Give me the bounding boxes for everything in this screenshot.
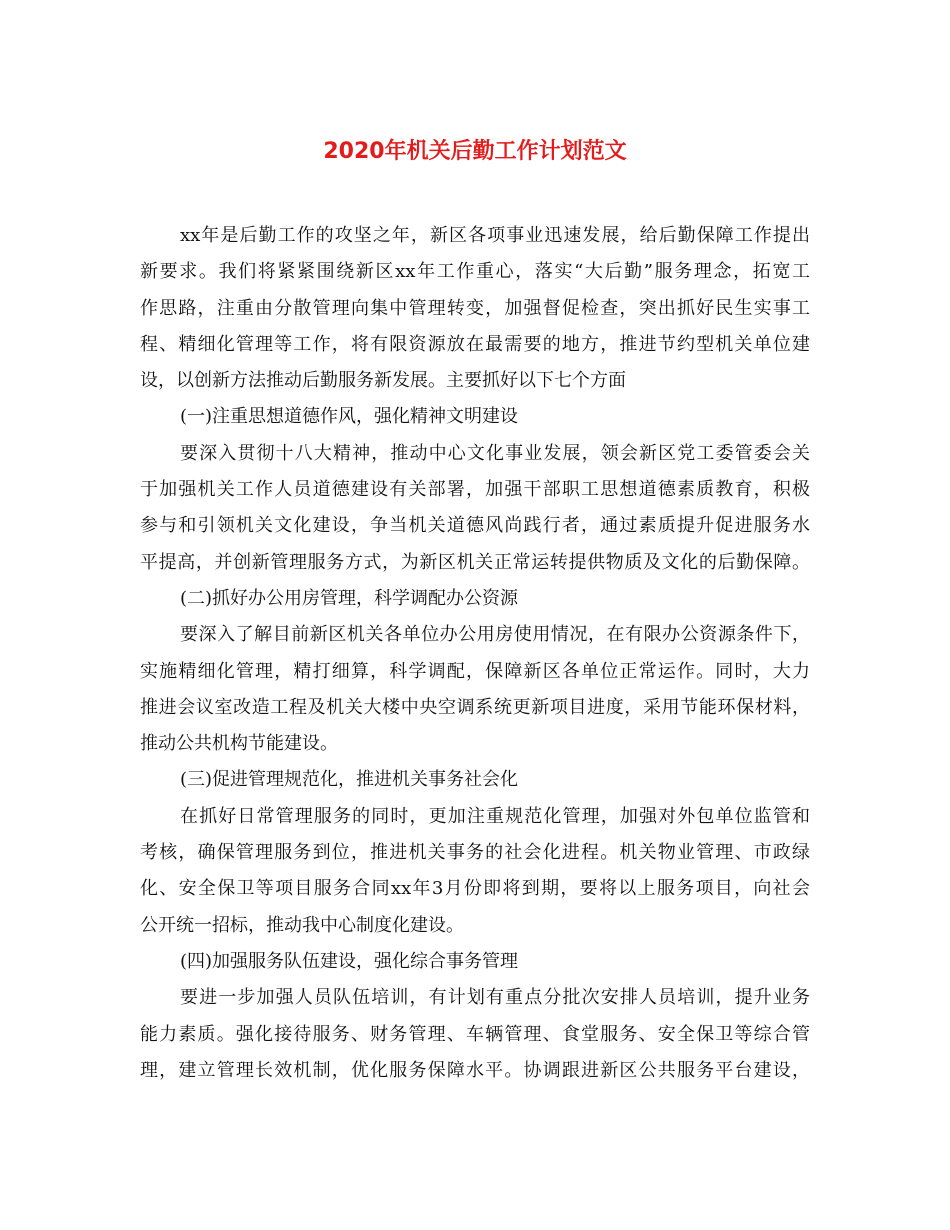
- text-line: 要深入贯彻十八大精神，推动中心文化事业发展，领会新区党工委管委会关: [180, 442, 810, 464]
- text-line: 实施精细化管理，精打细算，科学调配，保障新区各单位正常运作。同时，大力: [140, 660, 810, 682]
- text-line: (一)注重思想道德作风，强化精神文明建设: [180, 406, 519, 428]
- text-line: 理，建立管理长效机制，优化服务保障水平。协调跟进新区公共服务平台建设，: [140, 1059, 810, 1081]
- text-line: (三)促进管理规范化，推进机关事务社会化: [180, 769, 519, 791]
- text-line: 作思路，注重由分散管理向集中管理转变，加强督促检查，突出抓好民生实事工: [140, 297, 810, 319]
- document-body: [140, 218, 810, 1089]
- text-line: 程、精细化管理等工作，将有限资源放在最需要的地方，推进节约型机关单位建: [140, 333, 810, 355]
- text-line: 能力素质。强化接待服务、财务管理、车辆管理、食堂服务、安全保卫等综合管: [140, 1023, 810, 1045]
- text-line: 化、安全保卫等项目服务合同xx年3月份即将到期，要将以上服务项目，向社会: [140, 878, 810, 900]
- text-line: (二)抓好办公用房管理，科学调配办公资源: [180, 587, 519, 609]
- text-line: (四)加强服务队伍建设，强化综合事务管理: [180, 950, 519, 972]
- text-line: 推动公共机构节能建设。: [140, 733, 338, 755]
- text-line: 设，以创新方法推动后勤服务新发展。主要抓好以下七个方面: [140, 370, 626, 392]
- text-line: 考核，确保管理服务到位，推进机关事务的社会化进程。机关物业管理、市政绿: [140, 842, 810, 864]
- text-line: 要深入了解目前新区机关各单位办公用房使用情况，在有限办公资源条件下，: [180, 624, 810, 646]
- document-title: 2020年机关后勤工作计划范文: [323, 139, 627, 164]
- text-line: 推进会议室改造工程及机关大楼中央空调系统更新项目进度，采用节能环保材料，: [140, 696, 810, 718]
- text-line: 要进一步加强人员队伍培训，有计划有重点分批次安排人员培训，提升业务: [180, 987, 810, 1009]
- text-line: 新要求。我们将紧紧围绕新区xx年工作重心，落实“大后勤”服务理念，拓宽工: [140, 261, 810, 283]
- text-line: 平提高，并创新管理服务方式，为新区机关正常运转提供物质及文化的后勤保障。: [140, 551, 810, 573]
- text-line: 在抓好日常管理服务的同时，更加注重规范化管理，加强对外包单位监管和: [180, 805, 810, 827]
- text-line: 于加强机关工作人员道德建设有关部署，加强干部职工思想道德素质教育，积极: [140, 479, 810, 501]
- text-line: 参与和引领机关文化建设，争当机关道德风尚践行者，通过素质提升促进服务水: [140, 515, 810, 537]
- text-line: xx年是后勤工作的攻坚之年，新区各项事业迅速发展，给后勤保障工作提出: [180, 225, 810, 246]
- text-line: 公开统一招标，推动我中心制度化建设。: [140, 914, 464, 936]
